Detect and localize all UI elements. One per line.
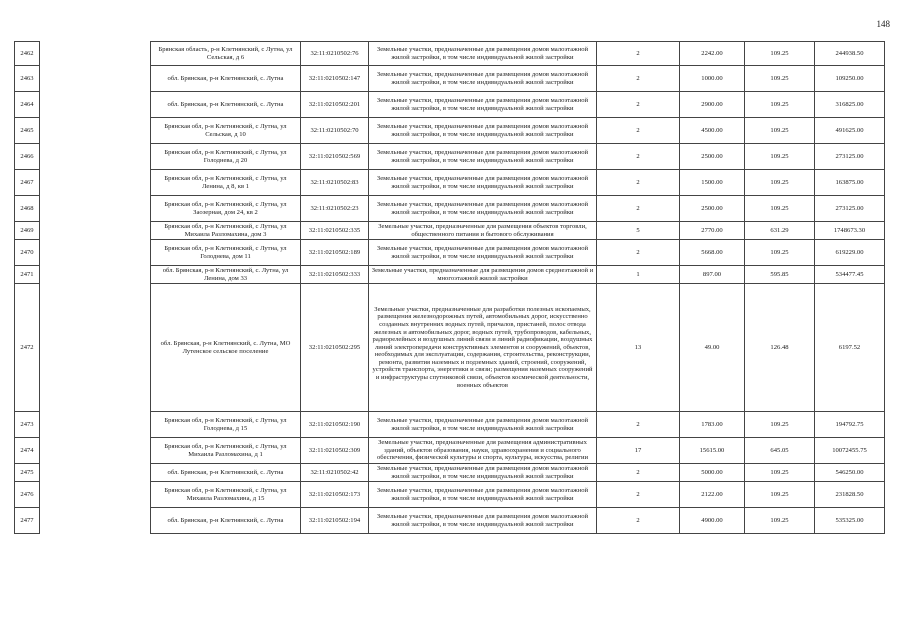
row-rate: 109.25 — [745, 118, 815, 144]
row-rate: 645.05 — [745, 438, 815, 464]
row-total-value: 163875.00 — [815, 170, 885, 196]
row-area: 4500.00 — [680, 118, 745, 144]
row-land-use: Земельные участки, предназначенные для размещения объектов торговли, общественного питания и бытового обслуживания — [369, 222, 597, 240]
row-land-use: Земельные участки, предназначенные для размещения домов малоэтажной жилой застройки, в том числе индивидуальной жилой застройки — [369, 66, 597, 92]
row-land-use: Земельные участки, предназначенные для размещения домов малоэтажной жилой застройки, в том числе индивидуальной жилой застройки — [369, 240, 597, 266]
row-address: Брянская обл, р-н Клетнянский, с Лутна, ул Голоднева, д 15 — [151, 412, 301, 438]
row-cadastral-number: 32:11:0210502:194 — [301, 508, 369, 534]
row-cadastral-number: 32:11:0210502:335 — [301, 222, 369, 240]
row-total-value: 194792.75 — [815, 412, 885, 438]
table-row — [15, 92, 885, 118]
row-cadastral-number: 32:11:0210502:70 — [301, 118, 369, 144]
row-address: Брянская обл, р-н Клетнянский, с Лутна, ул Михаила Разломахина, д 1 — [151, 438, 301, 464]
row-cadastral-number: 32:11:0210502:190 — [301, 412, 369, 438]
row-area: 1000.00 — [680, 66, 745, 92]
row-total-value: 491625.00 — [815, 118, 885, 144]
land-registry-table — [14, 41, 885, 534]
row-rate: 109.25 — [745, 196, 815, 222]
table-row — [15, 464, 885, 482]
row-area: 15615.00 — [680, 438, 745, 464]
gap-cell — [40, 284, 151, 412]
row-land-use: Земельные участки, предназначенные для размещения домов малоэтажной жилой застройки, в том числе индивидуальной жилой застройки — [369, 144, 597, 170]
row-id: 2462 — [15, 42, 40, 66]
row-land-use: Земельные участки, предназначенные для размещения домов малоэтажной жилой застройки, в том числе индивидуальной жилой застройки — [369, 118, 597, 144]
row-id: 2477 — [15, 508, 40, 534]
row-total-value: 6197.52 — [815, 284, 885, 412]
table-row — [15, 438, 885, 464]
row-total-value: 10072455.75 — [815, 438, 885, 464]
gap-cell — [40, 482, 151, 508]
row-category: 5 — [597, 222, 680, 240]
gap-cell — [40, 144, 151, 170]
row-category: 17 — [597, 438, 680, 464]
row-id: 2472 — [15, 284, 40, 412]
row-id: 2465 — [15, 118, 40, 144]
row-land-use: Земельные участки, предназначенные для размещения домов малоэтажной жилой застройки, в том числе индивидуальной жилой застройки — [369, 412, 597, 438]
table-row — [15, 266, 885, 284]
table-row — [15, 284, 885, 412]
row-total-value: 535325.00 — [815, 508, 885, 534]
row-id: 2464 — [15, 92, 40, 118]
row-rate: 109.25 — [745, 144, 815, 170]
row-cadastral-number: 32:11:0210502:333 — [301, 266, 369, 284]
row-address: обл. Брянская, р-н Клетнянский, с. Лутна, ул Ленина, дом 33 — [151, 266, 301, 284]
table-row — [15, 144, 885, 170]
row-id: 2471 — [15, 266, 40, 284]
table-row — [15, 240, 885, 266]
row-category: 2 — [597, 412, 680, 438]
row-id: 2466 — [15, 144, 40, 170]
row-address: Брянская обл, р-н Клетнянский, с Лутна, ул Ленина, д 8, кв 1 — [151, 170, 301, 196]
row-rate: 126.48 — [745, 284, 815, 412]
row-id: 2475 — [15, 464, 40, 482]
gap-cell — [40, 196, 151, 222]
row-category: 2 — [597, 144, 680, 170]
row-address: Брянская обл, р-н Клетнянский, с Лутна, ул Голоднева, дом 11 — [151, 240, 301, 266]
row-land-use: Земельные участки, предназначенные для размещения домов малоэтажной жилой застройки, в том числе индивидуальной жилой застройки — [369, 464, 597, 482]
row-rate: 109.25 — [745, 66, 815, 92]
gap-cell — [40, 266, 151, 284]
row-address: Брянская область, р-н Клетнянский, с Лутна, ул Сельская, д 6 — [151, 42, 301, 66]
row-id: 2469 — [15, 222, 40, 240]
row-id: 2476 — [15, 482, 40, 508]
row-area: 1783.00 — [680, 412, 745, 438]
row-area: 897.00 — [680, 266, 745, 284]
row-address: Брянская обл, р-н Клетнянский, с Лутна, ул Сельская, д 10 — [151, 118, 301, 144]
row-address: Брянская обл, р-н Клетнянский, с Лутна, ул Голоднева, д 20 — [151, 144, 301, 170]
row-rate: 109.25 — [745, 92, 815, 118]
row-category: 2 — [597, 464, 680, 482]
table-row — [15, 118, 885, 144]
row-cadastral-number: 32:11:0210502:42 — [301, 464, 369, 482]
gap-cell — [40, 438, 151, 464]
row-area: 2242.00 — [680, 42, 745, 66]
table-row — [15, 222, 885, 240]
row-total-value: 109250.00 — [815, 66, 885, 92]
row-id: 2467 — [15, 170, 40, 196]
row-cadastral-number: 32:11:0210502:309 — [301, 438, 369, 464]
gap-cell — [40, 92, 151, 118]
row-total-value: 244938.50 — [815, 42, 885, 66]
row-category: 2 — [597, 170, 680, 196]
row-rate: 631.29 — [745, 222, 815, 240]
row-address: обл. Брянская, р-н Клетнянский, с. Лутна — [151, 464, 301, 482]
row-cadastral-number: 32:11:0210502:147 — [301, 66, 369, 92]
row-area: 2770.00 — [680, 222, 745, 240]
row-land-use: Земельные участки, предназначенные для размещения домов малоэтажной жилой застройки, в том числе индивидуальной жилой застройки — [369, 482, 597, 508]
row-rate: 595.85 — [745, 266, 815, 284]
table-row — [15, 482, 885, 508]
row-id: 2470 — [15, 240, 40, 266]
gap-cell — [40, 240, 151, 266]
row-address: обл. Брянская, р-н Клетнянский, с. Лутна, МО Лутенское сельское поселение — [151, 284, 301, 412]
table-row — [15, 508, 885, 534]
gap-cell — [40, 508, 151, 534]
row-total-value: 273125.00 — [815, 144, 885, 170]
row-category: 2 — [597, 42, 680, 66]
row-id: 2474 — [15, 438, 40, 464]
table-row — [15, 196, 885, 222]
row-total-value: 273125.00 — [815, 196, 885, 222]
table-row — [15, 42, 885, 66]
row-id: 2463 — [15, 66, 40, 92]
gap-cell — [40, 170, 151, 196]
row-category: 2 — [597, 196, 680, 222]
gap-cell — [40, 412, 151, 438]
gap-cell — [40, 118, 151, 144]
row-rate: 109.25 — [745, 464, 815, 482]
row-category: 2 — [597, 240, 680, 266]
row-land-use: Земельные участки, предназначенные для размещения домов малоэтажной жилой застройки, в том числе индивидуальной жилой застройки — [369, 196, 597, 222]
gap-cell — [40, 42, 151, 66]
row-area: 2500.00 — [680, 144, 745, 170]
row-id: 2468 — [15, 196, 40, 222]
row-area: 49.00 — [680, 284, 745, 412]
row-cadastral-number: 32:11:0210502:295 — [301, 284, 369, 412]
row-area: 5668.00 — [680, 240, 745, 266]
row-cadastral-number: 32:11:0210502:173 — [301, 482, 369, 508]
row-category: 2 — [597, 508, 680, 534]
row-land-use: Земельные участки, предназначенные для размещения домов среднеэтажной и многоэтажной жилой застройки — [369, 266, 597, 284]
row-land-use: Земельные участки, предназначенные для размещения домов малоэтажной жилой застройки, в том числе индивидуальной жилой застройки — [369, 508, 597, 534]
gap-cell — [40, 66, 151, 92]
row-rate: 109.25 — [745, 240, 815, 266]
row-total-value: 1748673.30 — [815, 222, 885, 240]
row-category: 2 — [597, 66, 680, 92]
row-address: обл. Брянская, р-н Клетнянский, с. Лутна — [151, 92, 301, 118]
row-total-value: 316825.00 — [815, 92, 885, 118]
row-cadastral-number: 32:11:0210502:201 — [301, 92, 369, 118]
row-cadastral-number: 32:11:0210502:569 — [301, 144, 369, 170]
row-rate: 109.25 — [745, 482, 815, 508]
table-row — [15, 66, 885, 92]
row-total-value: 619229.00 — [815, 240, 885, 266]
row-area: 1500.00 — [680, 170, 745, 196]
row-rate: 109.25 — [745, 42, 815, 66]
row-address: Брянская обл, р-н Клетнянский, с Лутна, ул Михаила Разломахина, д 15 — [151, 482, 301, 508]
row-cadastral-number: 32:11:0210502:83 — [301, 170, 369, 196]
row-land-use: Земельные участки, предназначенные для размещения административных зданий, объектов образования, науки, здравоохранения и социального обеспечения, физической культуры и спорта, культуры, искусства, религии — [369, 438, 597, 464]
row-cadastral-number: 32:11:0210502:23 — [301, 196, 369, 222]
row-total-value: 534477.45 — [815, 266, 885, 284]
row-land-use: Земельные участки, предназначенные для разработки полезных ископаемых, размещения железнодорожных путей, автомобильных дорог, искусственно созданных внутренних водных путей, причалов, пристаней, полос отвода железных и автомобильных дорог, водных путей, трубопроводов, кабельных, радиорелейных и воздушных линий связи и линий радиофикации, воздушных линий электропередачи конструктивных элементов и сооружений, объектов, необходимых для эксплуатации, содержания, строительства, реконструкции, ремонта, развития наземных и подземных зданий, строений, сооружений, устройств транспорта, энергетики и связи; размещения наземных сооружений и инфраструктуры спутниковой связи, объектов космической деятельности, военных объектов — [369, 284, 597, 412]
row-address: Брянская обл, р-н Клетнянский, с Лутна, ул Михаила Разломахина, дом 3 — [151, 222, 301, 240]
row-category: 2 — [597, 482, 680, 508]
table-row — [15, 170, 885, 196]
row-rate: 109.25 — [745, 412, 815, 438]
row-land-use: Земельные участки, предназначенные для размещения домов малоэтажной жилой застройки, в том числе индивидуальной жилой застройки — [369, 170, 597, 196]
row-land-use: Земельные участки, предназначенные для размещения домов малоэтажной жилой застройки, в том числе индивидуальной жилой застройки — [369, 92, 597, 118]
row-rate: 109.25 — [745, 170, 815, 196]
row-category: 2 — [597, 92, 680, 118]
gap-cell — [40, 222, 151, 240]
row-area: 2900.00 — [680, 92, 745, 118]
row-address: Брянская обл, р-н Клетнянский, с Лутна, ул Заозерная, дом 24, кв 2 — [151, 196, 301, 222]
row-area: 2500.00 — [680, 196, 745, 222]
row-area: 4900.00 — [680, 508, 745, 534]
row-category: 13 — [597, 284, 680, 412]
row-cadastral-number: 32:11:0210502:76 — [301, 42, 369, 66]
row-cadastral-number: 32:11:0210502:189 — [301, 240, 369, 266]
row-area: 2122.00 — [680, 482, 745, 508]
row-category: 1 — [597, 266, 680, 284]
row-category: 2 — [597, 118, 680, 144]
row-total-value: 546250.00 — [815, 464, 885, 482]
row-rate: 109.25 — [745, 508, 815, 534]
table-row — [15, 412, 885, 438]
page-number: 148 — [876, 19, 890, 29]
row-total-value: 231828.50 — [815, 482, 885, 508]
row-area: 5000.00 — [680, 464, 745, 482]
row-land-use: Земельные участки, предназначенные для размещения домов малоэтажной жилой застройки, в том числе индивидуальной жилой застройки — [369, 42, 597, 66]
gap-cell — [40, 464, 151, 482]
row-address: обл. Брянская, р-н Клетнянский, с. Лутна — [151, 66, 301, 92]
row-id: 2473 — [15, 412, 40, 438]
row-address: обл. Брянская, р-н Клетнянский, с. Лутна — [151, 508, 301, 534]
